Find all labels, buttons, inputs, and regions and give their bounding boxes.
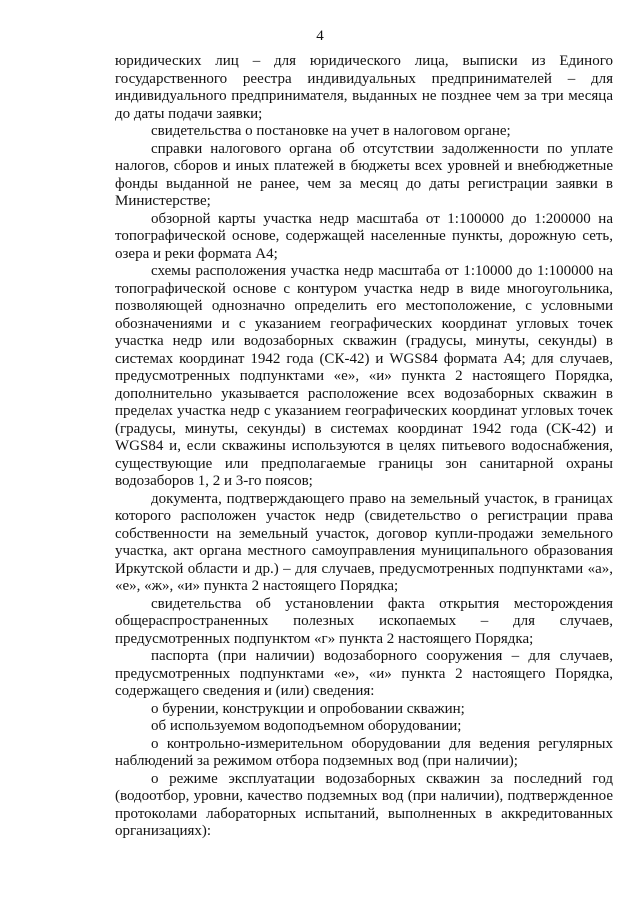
paragraph-land-rights: документа, подтверждающего право на земельный участок, в границах которого расположен участок недр (свидетельство о регистрации права собственности на земельный участок, договор купли-продажи земельного участка, акт органа местного самоуправления муниципального образования Иркутской области и др.) – для случаев, предусмотренных подпунктами «а», «е», «ж», «и» пункта 2 настоящего Порядка; [115, 490, 613, 594]
document-body [115, 53, 613, 841]
paragraph-tax-registration: свидетельства о постановке на учет в налоговом органе; [151, 123, 511, 139]
page-number: 4 [316, 28, 324, 44]
paragraph-overview-map: обзорной карты участка недр масштаба от 1:100000 до 1:200000 на топографической основе, содержащей населенные пункты, дорожную сеть, озера и реки формата А4; [115, 210, 613, 262]
paragraph-well-passport: паспорта (при наличии) водозаборного сооружения – для случаев, предусмотренных подпунктами «е», «и» пункта 2 настоящего Порядка, содержащего сведения и (или) сведения: [115, 648, 613, 699]
paragraph-continuation: юридических лиц – для юридического лица, выписки из Единого государственного реестра индивидуальных предпринимателей – для индивидуального предпринимателя, выданных не позднее чем за три месяца до даты подачи заявки; [115, 53, 613, 122]
paragraph-deposit-discovery: свидетельства об установлении факта открытия месторождения общераспространенных полезных ископаемых – для случаев, предусмотренных подпунктом «г» пункта 2 настоящего Порядка; [115, 595, 613, 647]
paragraph-tax-certificate: справки налогового органа об отсутствии задолженности по уплате налогов, сборов и иных платежей в бюджеты всех уровней и внебюджетные фонды выданной не ранее, чем за месяц до даты регистрации заявки в Министерстве; [115, 140, 613, 209]
paragraph-lifting-equipment: об используемом водоподъемном оборудовании; [151, 718, 462, 734]
paragraph-operation-mode: о режиме эксплуатации водозаборных скважин за последний год (водоотбор, уровни, качество подземных вод (при наличии), подтвержденное протоколами лабораторных испытаний, выполненных в аккредитованных организациях): [115, 770, 613, 839]
paragraph-drilling: о бурении, конструкции и опробовании скважин; [151, 700, 465, 717]
paragraph-location-scheme: схемы расположения участка недр масштаба от 1:10000 до 1:100000 на топографической основе с контуром участка недр в виде многоугольника, позволяющей однозначно определить его местоположение, с условными обозначениями и с указанием географических координат угловых точек участка недр или водозаборных скважин (градусы, минуты, секунды) в системах координат 1942 года (СК-42) и WGS84 формата А4; для случаев, предусмотренных подпунктами «е», «и» пункта 2 настоящего Порядка, дополнительно указывается расположение всех водозаборных скважин в пределах участка недр с указанием географических координат угловых точек (градусы, минуты, секунды) в системах координат 1942 года (СК-42) и WGS84 и, если скважины используются в целях питьевого водоснабжения, существующие или предполагаемые границы зон санитарной охраны водозаборов 1, 2 и 3-го поясов; [115, 263, 613, 489]
paragraph-measuring-equipment: о контрольно-измерительном оборудовании для ведения регулярных наблюдений за режимом отбора подземных вод (при наличии); [115, 735, 613, 769]
